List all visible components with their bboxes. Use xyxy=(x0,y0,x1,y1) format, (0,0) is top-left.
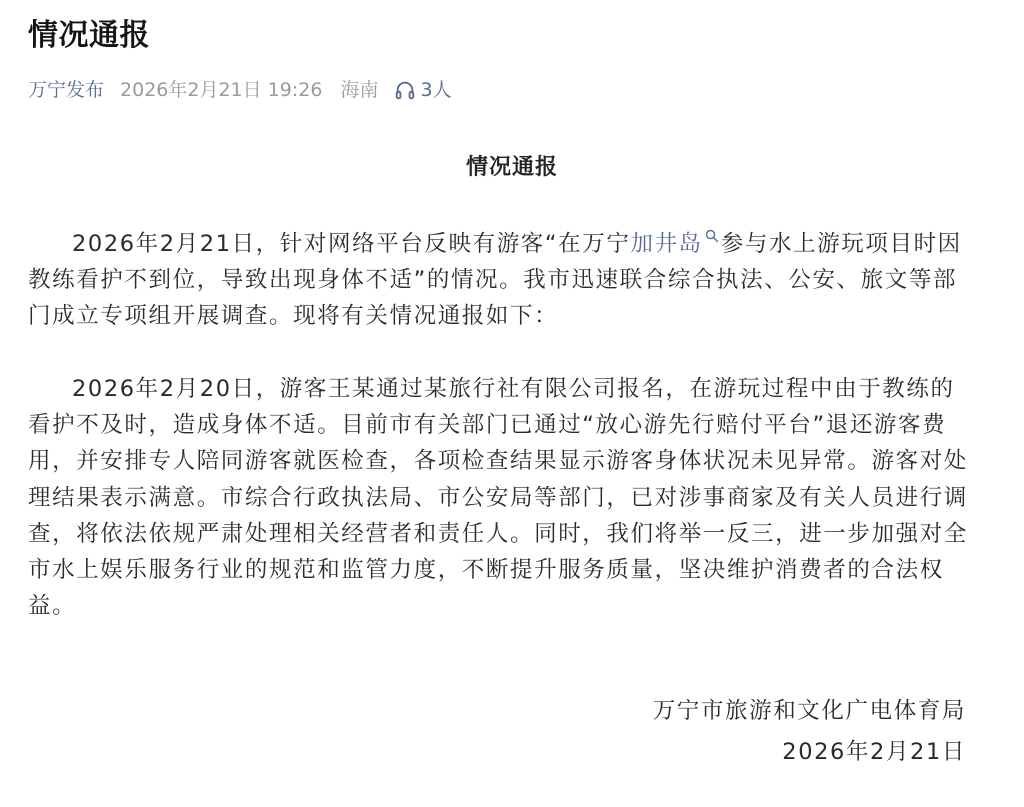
para1-text-before-link: 2026年2月21日，针对网络平台反映有游客“在万宁 xyxy=(72,231,631,257)
notice-paragraph-2 xyxy=(28,371,974,624)
search-icon[interactable] xyxy=(705,229,719,243)
listener-count: 3人 xyxy=(420,79,452,101)
publish-region: 海南 xyxy=(340,79,379,101)
signature-organization: 万宁市旅游和文化广电体育局 xyxy=(652,698,966,724)
article-meta xyxy=(28,76,452,104)
para2-text: 2026年2月20日，游客王某通过某旅行社有限公司报名，在游玩过程中由于教练的看护不及时，造成身体不适。目前市有关部门已通过“放心游先行赔付平台”退还游客费用，并安排专人陪同游客就医检查，各项检查结果显示游客身体状况未见异常。游客对处理结果表示满意。市综合行政执法局、市公安局等部门，已对涉事商家及有关人员进行调查，将依法依规严肃处理相关经营者和责任人。同时，我们将举一反三，进一步加强对全市水上娱乐服务行业的规范和监管力度，不断提升服务质量，坚决维护消费者的合法权益。 xyxy=(28,376,968,620)
source-account-link[interactable]: 万宁发布 xyxy=(28,79,105,101)
headphone-icon xyxy=(394,79,416,101)
notice-paragraph-1 xyxy=(28,226,974,335)
article-title: 情况通报 xyxy=(28,18,150,53)
signature-date: 2026年2月21日 xyxy=(782,739,966,765)
notice-heading: 情况通报 xyxy=(465,155,558,180)
listen-button[interactable] xyxy=(394,76,451,104)
publish-time: 2026年2月21日 19:26 xyxy=(120,79,323,101)
para1-text-after-link: 参与水上游玩项目时因教练看护不到位，导致出现身体不适”的情况。我市迅速联合综合执法、公安、旅文等部门成立专项组开展调查。现将有关情况通报如下： xyxy=(28,231,962,330)
topic-link[interactable]: 加井岛 xyxy=(630,231,703,257)
